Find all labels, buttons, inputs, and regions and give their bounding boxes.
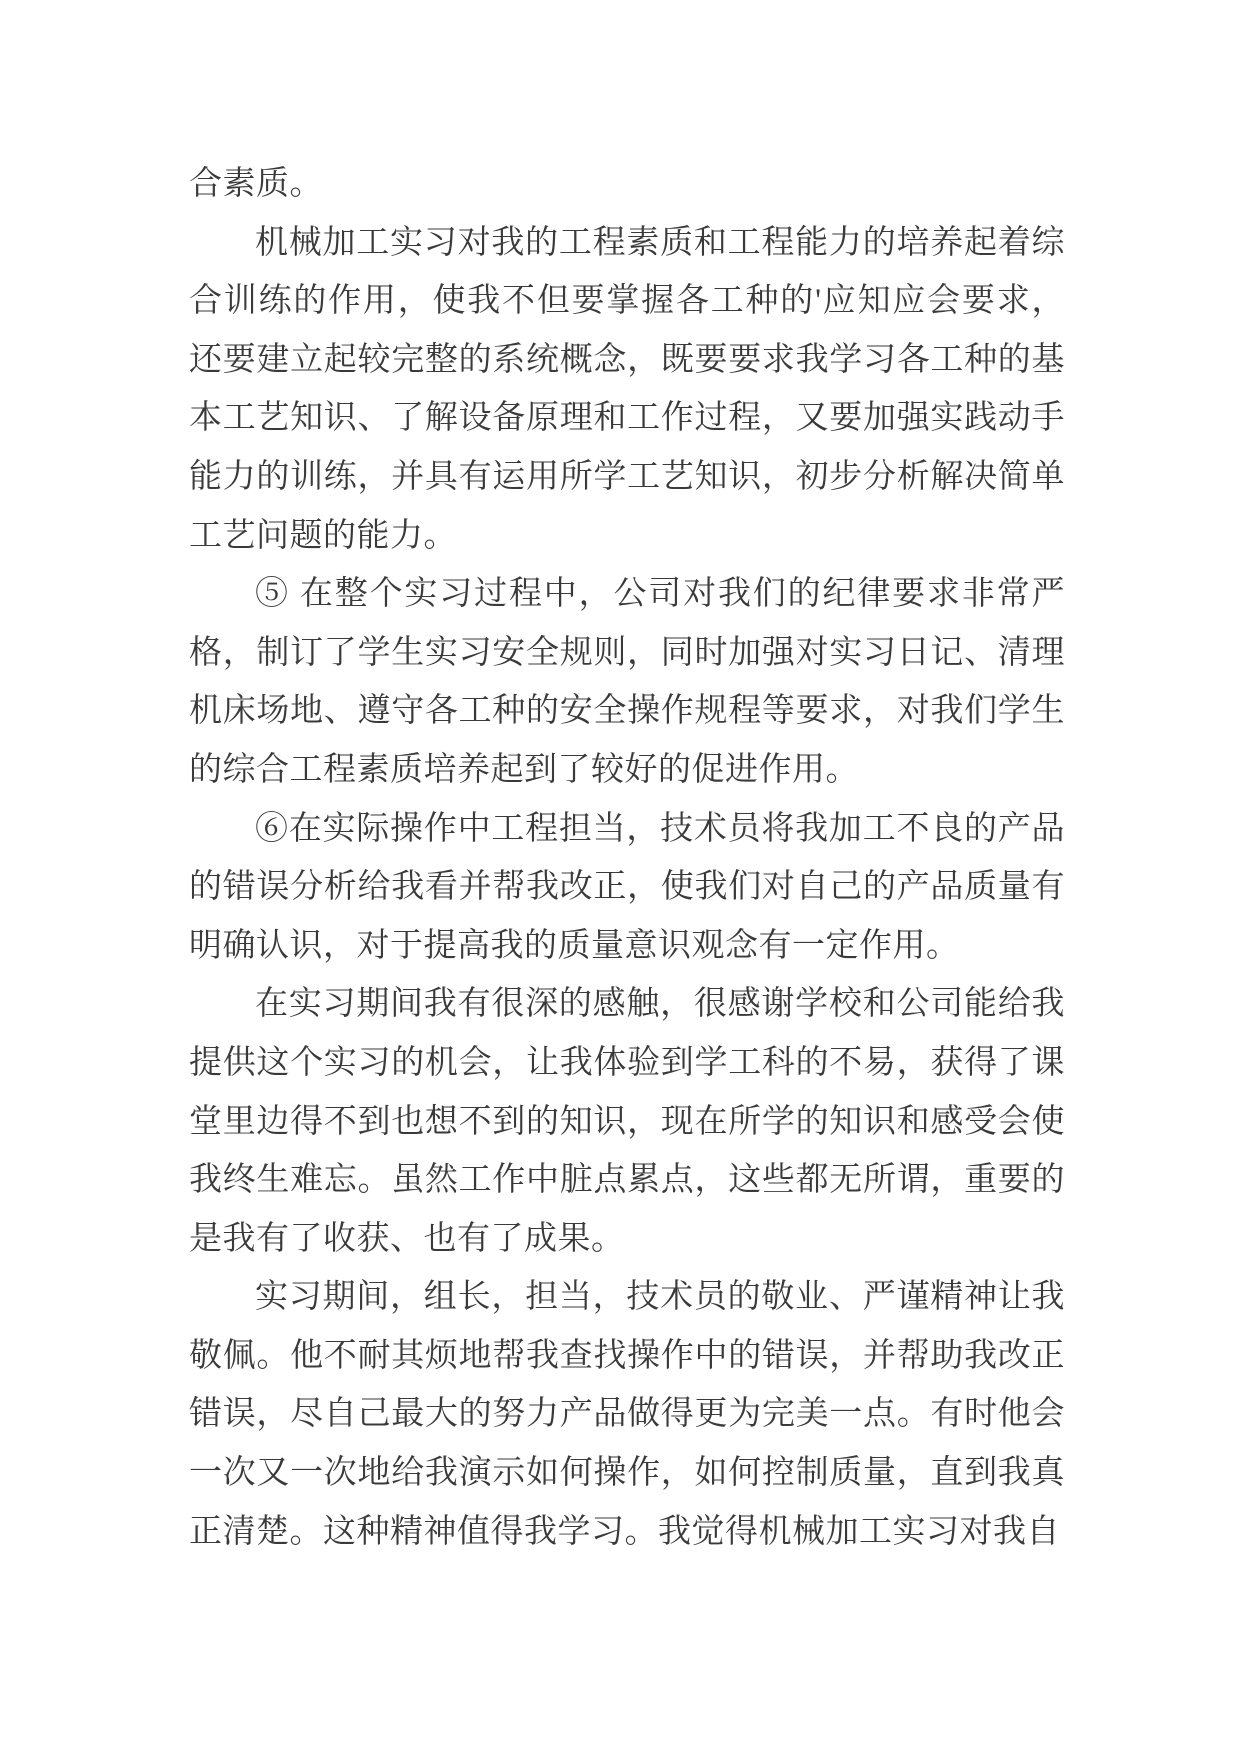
paragraph-continuation: 合素质。 [189,166,323,202]
paragraph-training-role: 机械加工实习对我的工程素质和工程能力的培养起着综合训练的作用，使我不但要掌握各工种的'应知应会要求，还要建立起较完整的系统概念，既要要求我学习各工种的基本工艺知识、了解设备原理和工作过程，又要加强实践动手能力的训练，并具有运用所学工艺知识，初步分析解决简单工艺问题的能力。 [189,224,1065,554]
paragraph-item-6-quality: ⑥在实际操作中工程担当，技术员将我加工不良的产品的错误分析给我看并帮我改正，使我们对自己的产品质量有明确认识，对于提高我的质量意识观念有一定作用。 [189,810,1065,964]
document-text-block [189,155,1065,1561]
paragraph-reflection: 在实习期间我有很深的感触，很感谢学校和公司能给我提供这个实习的机会，让我体验到学工科的不易，获得了课堂里边得不到也想不到的知识，现在所学的知识和感受会使我终生难忘。虽然工作中脏点累点，这些都无所谓，重要的是我有了收获、也有了成果。 [189,986,1065,1257]
paragraph-admiration: 实习期间，组长，担当，技术员的敬业、严谨精神让我敬佩。他不耐其烦地帮我查找操作中的错误，并帮助我改正错误，尽自己最大的努力产品做得更为完美一点。有时他会一次又一次地给我演示如何操作，如何控制质量，直到我真正清楚。这种精神值得我学习。我觉得机械加工实习对我自 [189,1279,1065,1550]
paragraph-item-5-discipline: ⑤ 在整个实习过程中，公司对我们的纪律要求非常严格，制订了学生实习安全规则，同时加强对实习日记、清理机床场地、遵守各工种的安全操作规程等要求，对我们学生的综合工程素质培养起到了较好的促进作用。 [189,576,1065,788]
